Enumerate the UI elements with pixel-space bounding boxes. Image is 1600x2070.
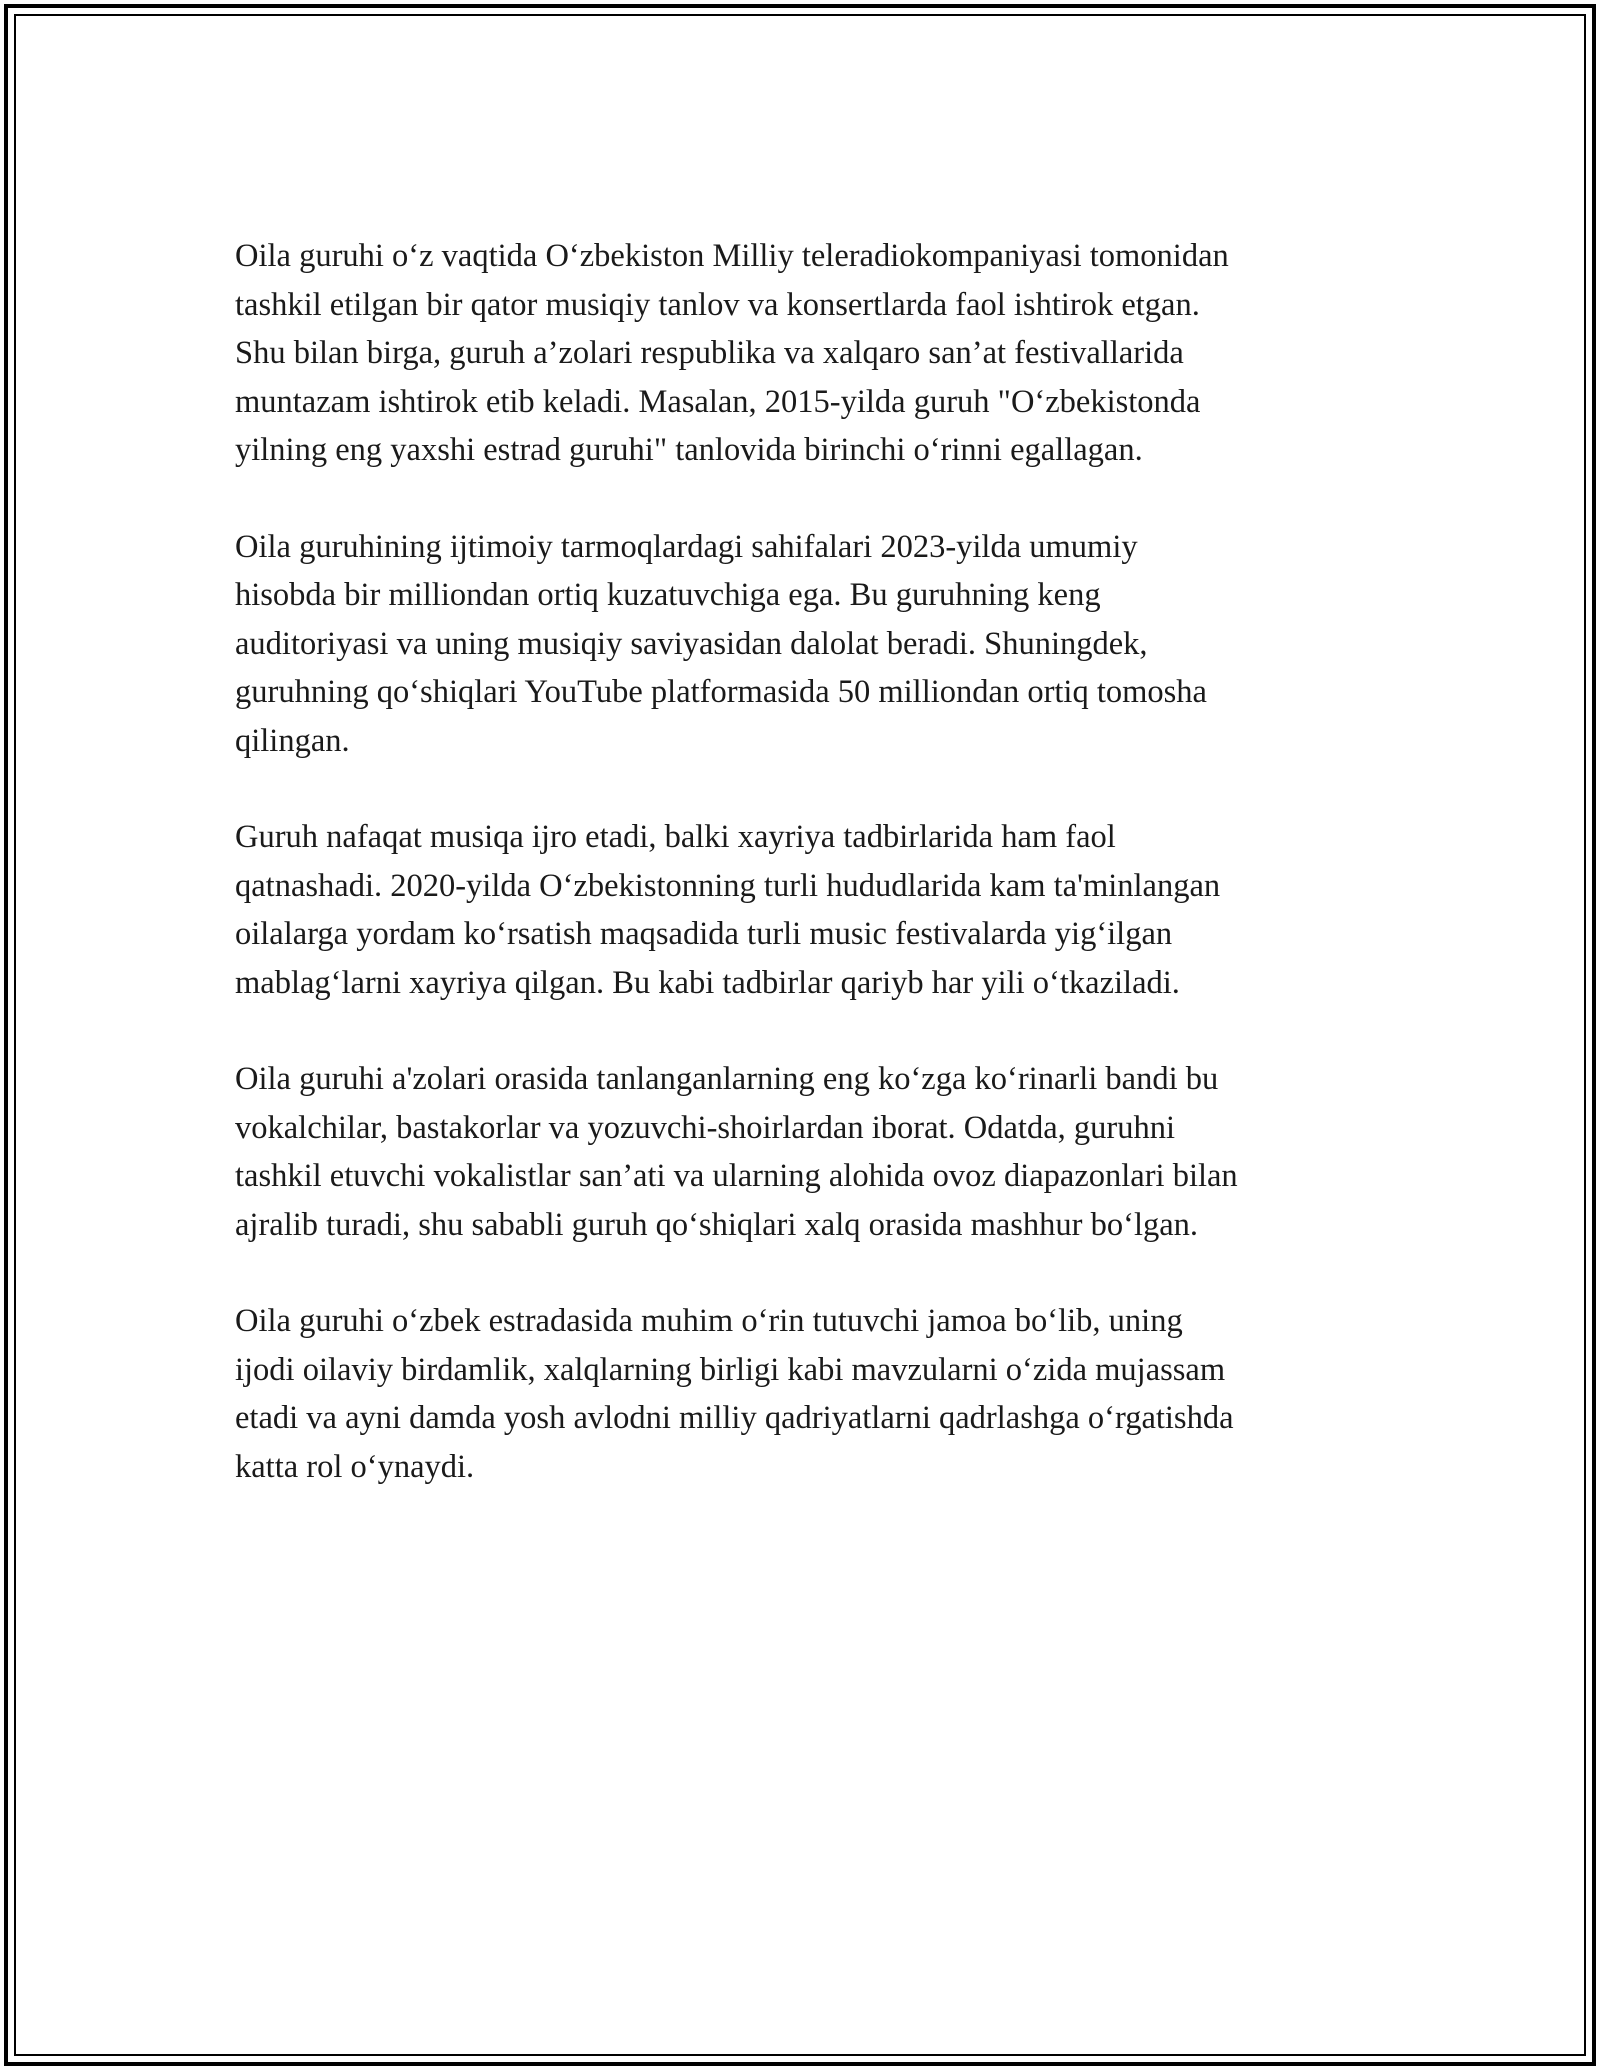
paragraph-3: Guruh nafaqat musiqa ijro etadi, balki xayriya tadbirlarida ham faol qatnashadi. 2020-yilda O‘zbekistonning turli hududlarida kam ta'minlangan oilalarga yordam ko‘rsatish maqsadida turli music festivalarda yig‘ilgan mablag‘larni xayriya qilgan. Bu kabi tadbirlar qariyb har yili o‘tkaziladi. [235,819,1221,1001]
paragraph-2: Oila guruhining ijtimoiy tarmoqlardagi sahifalari 2023-yilda umumiy hisobda bir milliondan ortiq kuzatuvchiga ega. Bu guruhning keng auditoriyasi va uning musiqiy saviyasidan dalolat beradi. Shuningdek, guruhning qo‘shiqlari YouTube platformasida 50 milliondan ortiq tomosha qilingan. [235,528,1207,759]
paragraph-4: Oila guruhi a'zolari orasida tanlanganlarning eng ko‘zga ko‘rinarli bandi bu vokalchilar, bastakorlar va yozuvchi-shoirlardan iborat. Odatda, guruhni tashkil etuvchi vokalistlar san’ati va ularning alohida ovoz diapazonlari bilan ajralib turadi, shu sababli guruh qo‘shiqlari xalq orasida mashhur bo‘lgan. [235,1061,1238,1243]
paragraph-5: Oila guruhi o‘zbek estradasida muhim o‘rin tutuvchi jamoa bo‘lib, uning ijodi oilaviy birdamlik, xalqlarning birligi kabi mavzularni o‘zida mujassam etadi va ayni damda yosh avlodni milliy qadriyatlarni qadrlashga o‘rgatishda katta rol o‘ynaydi. [235,1303,1234,1485]
paragraph-1: Oila guruhi o‘z vaqtida O‘zbekiston Milliy teleradiokompaniyasi tomonidan tashkil etilgan bir qator musiqiy tanlov va konsertlarda faol ishtirok etgan. Shu bilan birga, guruh a’zolari respublika va xalqaro san’at festivallarida muntazam ishtirok etib keladi. Masalan, 2015-yilda guruh "O‘zbekistonda yilning eng yaxshi estrad guruhi" tanlovida birinchi o‘rinni egallagan. [235,238,1229,468]
document-body [235,232,1375,1539]
